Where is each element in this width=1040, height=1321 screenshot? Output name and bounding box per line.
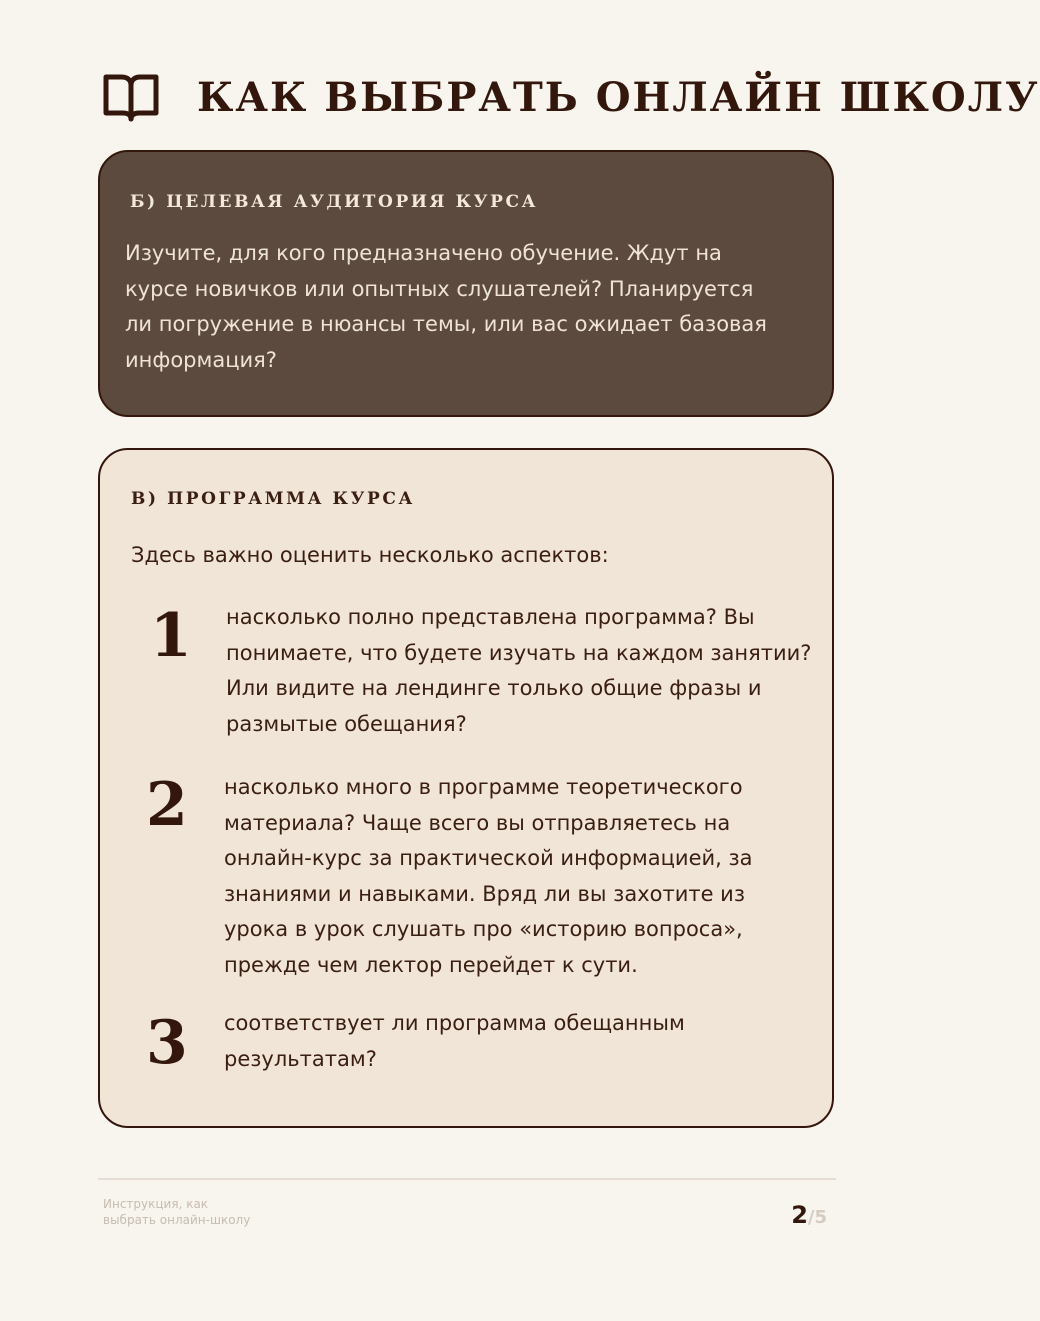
text-line: насколько много в программе теоретического bbox=[224, 775, 743, 799]
text-line: размытые обещания? bbox=[226, 711, 467, 736]
text-line: информация? bbox=[125, 347, 277, 372]
text-line: прежде чем лектор перейдет к сути. bbox=[224, 952, 638, 977]
text-line: курсе новичков или опытных слушателей? Планируется bbox=[125, 276, 754, 301]
program-intro: Здесь важно оценить несколько аспектов: bbox=[131, 543, 609, 567]
aspect-text bbox=[224, 1006, 814, 1077]
aspect-number: 1 bbox=[150, 601, 192, 671]
aspect-text bbox=[226, 600, 816, 742]
text-line: онлайн-курс за практической информацией, за bbox=[224, 846, 753, 870]
page-total: 5 bbox=[814, 1207, 827, 1228]
aspect-number: 3 bbox=[146, 1008, 188, 1078]
footer-divider bbox=[98, 1178, 836, 1180]
text-line: урока в урок слушать про «историю вопроса», bbox=[224, 917, 743, 941]
footer-caption-line: Инструкция, как bbox=[103, 1197, 209, 1211]
page-separator: / bbox=[807, 1207, 815, 1228]
page-current: 2 bbox=[791, 1201, 808, 1229]
footer-caption bbox=[103, 1196, 303, 1228]
aspect-number: 2 bbox=[146, 770, 188, 840]
text-line: знаниями и навыками. Вряд ли вы захотите из bbox=[224, 881, 745, 906]
audience-description bbox=[125, 236, 815, 378]
course-program-card bbox=[98, 448, 834, 1128]
aspect-text bbox=[224, 770, 814, 983]
page-indicator bbox=[791, 1200, 827, 1233]
text-line: материала? Чаще всего вы отправляетесь на bbox=[224, 810, 731, 835]
target-audience-card bbox=[98, 150, 834, 417]
page-title: КАК ВЫБРАТЬ ОНЛАЙН ШКОЛУ bbox=[197, 74, 1040, 121]
footer-caption-line: выбрать онлайн-школу bbox=[103, 1213, 251, 1227]
text-line: Или видите на лендинге только общие фразы и bbox=[226, 676, 762, 700]
text-line: насколько полно представлена программа? Вы bbox=[226, 605, 755, 629]
book-icon bbox=[102, 71, 160, 125]
text-line: ли погружение в нюансы темы, или вас ожидает базовая bbox=[125, 312, 767, 336]
text-line: понимаете, что будете изучать на каждом занятии? bbox=[226, 640, 812, 665]
text-line: соответствует ли программа обещанным bbox=[224, 1011, 685, 1035]
card-heading: Б) ЦЕЛЕВАЯ АУДИТОРИЯ КУРСА bbox=[130, 192, 539, 212]
text-line: результатам? bbox=[224, 1046, 377, 1071]
text-line: Изучите, для кого предназначено обучение. Ждут на bbox=[125, 241, 722, 265]
card-heading: В) ПРОГРАММА КУРСА bbox=[131, 489, 415, 509]
